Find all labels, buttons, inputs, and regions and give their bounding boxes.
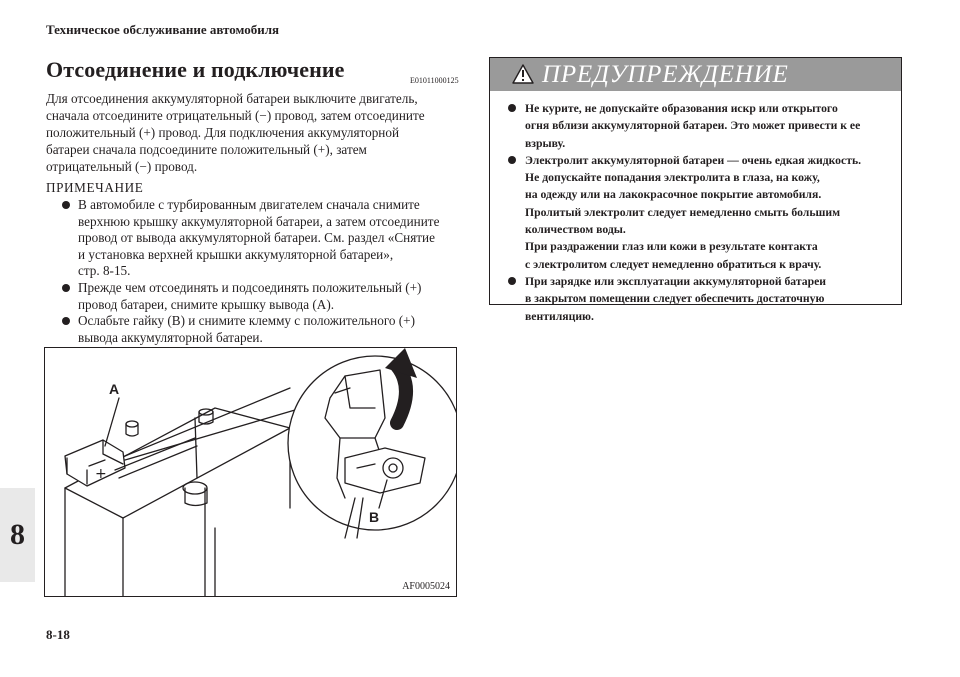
note-line: провод от вывода аккумуляторной батареи. См. раздел «Снятие: [78, 230, 435, 246]
note-line: Ослабьте гайку (B) и снимите клемму с положительного (+): [78, 313, 416, 329]
paragraph-line: отрицательный (−) провод.: [46, 159, 198, 174]
warning-box: [489, 57, 902, 323]
note-line: верхнюю крышку аккумуляторной батареи, а затем отсоедините: [78, 213, 440, 229]
warning-line: При зарядке или эксплуатации аккумуляторной батареи: [525, 274, 827, 288]
warning-title: ПРЕДУПРЕЖДЕНИЕ: [542, 61, 789, 88]
label-a: A: [109, 381, 120, 397]
note-line: провод батареи, снимите крышку вывода (A).: [78, 296, 335, 312]
battery-drawing: [45, 348, 456, 596]
label-b: B: [369, 509, 380, 525]
warning-line: количеством воды.: [525, 223, 626, 237]
note-line: вывода аккумуляторной батареи.: [78, 329, 263, 345]
warning-line: Не допускайте попадания электролита в глаза, на кожу,: [525, 171, 820, 185]
warning-line: При раздражении глаз или кожи в результате контакта: [525, 240, 818, 254]
bullet-icon: [508, 277, 516, 285]
intro-paragraph: [46, 90, 466, 175]
svg-text:+: +: [95, 466, 107, 482]
note-item: [62, 313, 472, 346]
battery-illustration: [44, 347, 457, 597]
paragraph-line: батареи сначала подсоедините положительный (+), затем: [46, 142, 367, 157]
bullet-icon: [62, 317, 70, 325]
warning-triangle-icon: [512, 64, 534, 84]
page-number: 8-18: [46, 627, 70, 642]
warning-line: Не курите, не допускайте образования искр или открытого: [525, 102, 838, 115]
running-header: Техническое обслуживание автомобиля: [46, 22, 280, 37]
bullet-icon: [62, 284, 70, 292]
note-list: [62, 197, 472, 346]
warning-header: [490, 58, 901, 91]
paragraph-line: Для отсоединения аккумуляторной батареи выключите двигатель,: [46, 91, 418, 106]
section-code: E01011000125: [410, 76, 459, 85]
warning-line: на одежду или на лакокрасочное покрытие автомобиля.: [525, 188, 822, 202]
warning-item: [508, 273, 898, 325]
warning-line: Пролитый электролит следует немедленно смыть большим: [525, 205, 841, 219]
note-line: и установка верхней крышки аккумуляторной батареи»,: [78, 246, 394, 262]
figure-code: AF0005024: [402, 581, 450, 592]
note-item: [62, 197, 472, 280]
note-line: Прежде чем отсоединять и подсоединять положительный (+): [78, 279, 422, 295]
warning-line: в закрытом помещении следует обеспечить достаточную: [525, 292, 825, 306]
warning-item: [508, 152, 898, 273]
note-line: В автомобиле с турбированным двигателем сначала снимите: [78, 197, 420, 212]
paragraph-line: сначала отсоедините отрицательный (−) провод, затем отсоедините: [46, 108, 425, 123]
warning-line: огня вблизи аккумуляторной батареи. Это может привести к ее: [525, 119, 861, 133]
paragraph-line: положительный (+) провод. Для подключения аккумуляторной: [46, 125, 400, 140]
bullet-icon: [508, 104, 516, 112]
note-line: стр. 8-15.: [78, 263, 131, 279]
warning-list: [508, 100, 898, 325]
note-item: [62, 280, 472, 313]
warning-line: с электролитом следует немедленно обратиться к врачу.: [525, 257, 822, 271]
warning-line: взрыву.: [525, 136, 566, 150]
bullet-icon: [62, 201, 70, 209]
warning-item: [508, 100, 898, 152]
section-title: Отсоединение и подключение: [46, 57, 345, 82]
bullet-icon: [508, 156, 516, 164]
chapter-tab: 8: [0, 488, 35, 582]
warning-line: Электролит аккумуляторной батареи — очень едкая жидкость.: [525, 153, 862, 167]
note-heading: ПРИМЕЧАНИЕ: [46, 180, 144, 195]
warning-line: вентиляцию.: [525, 309, 594, 323]
